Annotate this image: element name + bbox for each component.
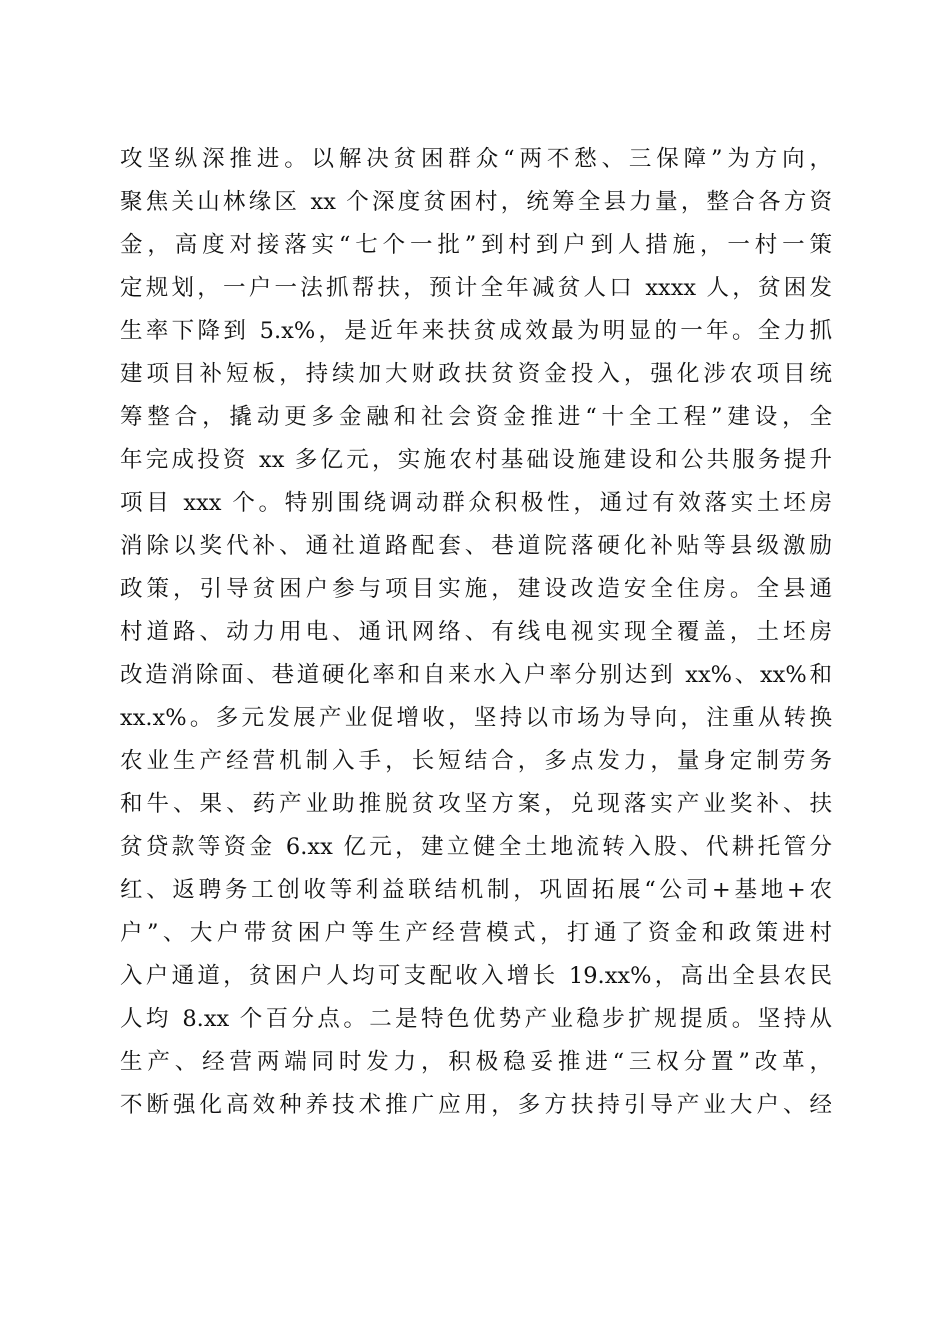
text-line: 村道路、动力用电、通讯网络、有线电视实现全覆盖，土坯房	[120, 619, 832, 645]
text-line: 入户通道，贫困户人均可支配收入增长 19.xx%，高出全县农民	[120, 963, 832, 989]
text-line: 不断强化高效种养技术推广应用，多方扶持引导产业大户、经	[120, 1092, 832, 1118]
text-line: 聚焦关山林缘区 xx 个深度贫困村，统筹全县力量，整合各方资	[120, 189, 832, 215]
text-line: 攻坚纵深推进。以解决贫困群众“两不愁、三保障”为方向，	[120, 146, 832, 172]
text-line: 农业生产经营机制入手，长短结合，多点发力，量身定制劳务	[120, 748, 832, 774]
text-line: 建项目补短板，持续加大财政扶贫资金投入，强化涉农项目统	[120, 361, 832, 387]
body-paragraph	[120, 138, 832, 1127]
text-line: 户”、大户带贫困户等生产经营模式，打通了资金和政策进村	[120, 920, 832, 946]
text-line: xx.x%。多元发展产业促增收，坚持以市场为导向，注重从转换	[120, 705, 832, 731]
text-line: 项目 xxx 个。特别围绕调动群众积极性，通过有效落实土坯房	[120, 490, 832, 516]
text-line: 红、返聘务工创收等利益联结机制，巩固拓展“公司+基地+农	[120, 877, 832, 903]
text-line: 金，高度对接落实“七个一批”到村到户到人措施，一村一策	[120, 232, 832, 258]
text-line: 改造消除面、巷道硬化率和自来水入户率分别达到 xx%、xx%和	[120, 662, 832, 688]
text-line: 年完成投资 xx 多亿元，实施农村基础设施建设和公共服务提升	[120, 447, 832, 473]
text-line: 贫贷款等资金 6.xx 亿元，建立健全土地流转入股、代耕托管分	[120, 834, 832, 860]
text-line: 人均 8.xx 个百分点。二是特色优势产业稳步扩规提质。坚持从	[120, 1006, 832, 1032]
text-line: 生率下降到 5.x%，是近年来扶贫成效最为明显的一年。全力抓	[120, 318, 832, 344]
text-line: 和牛、果、药产业助推脱贫攻坚方案，兑现落实产业奖补、扶	[120, 791, 832, 817]
text-line: 政策，引导贫困户参与项目实施，建设改造安全住房。全县通	[120, 576, 832, 602]
text-line: 筹整合，撬动更多金融和社会资金推进“十全工程”建设，全	[120, 404, 832, 430]
text-line: 消除以奖代补、通社道路配套、巷道院落硬化补贴等县级激励	[120, 533, 832, 559]
text-line: 生产、经营两端同时发力，积极稳妥推进“三权分置”改革，	[120, 1049, 832, 1075]
text-line: 定规划，一户一法抓帮扶，预计全年减贫人口 xxxx 人，贫困发	[120, 275, 832, 301]
